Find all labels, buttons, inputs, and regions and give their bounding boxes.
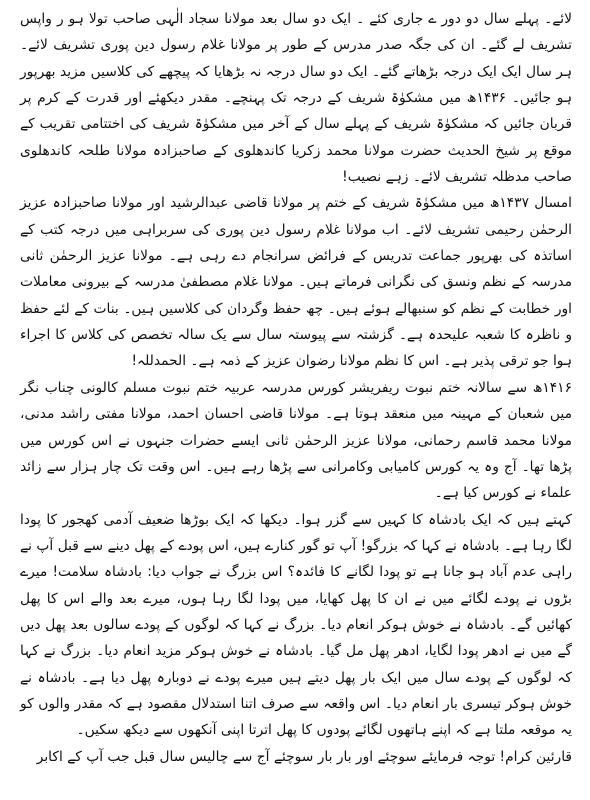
paragraph-this-year: امسال ۱۴۳۷ھ میں مشکوٰۃ شریف کے ختم پر مولانا قاضی عبدالرشید اور مولانا صاحبزادہ عزیز الرحمٰن رحیمی تشریف لائے۔ اب مولانا غلام رسول دین پوری کی سربراہی میں درجہ کتب کے اساتذہ کی بھرپور جماعت تدریس کے فرائض سرانجام دے رہی ہے۔ مولانا عزیز الرحمٰن ثانی مدرسہ کے نظم ونسق کی نگرانی فرماتے ہیں۔ مولانا غلام مصطفیٰ مدرسہ کے بیرونی معاملات اور خطابت کے نظم کو سنبھالے ہوئے ہیں۔ چھ حفظ وگردان کی کلاسیں ہیں۔ بنات کے لئے حفظ و ناظرہ کا شعبہ علیحدہ ہے۔ گزشتہ سے پیوستہ سال سے یک سالہ تخصص کی کلاس کا اجراء ہوا جو ترقی پذیر ہے۔ اس کا نظم مولانا رضوان عزیز کے ذمہ ہے۔ الحمدللہ!: [20, 195, 572, 370]
paragraph-madrasa-history: لائے۔ پہلے سال دو دور ے جاری کئے ۔ ایک دو سال بعد مولانا سجاد الٰہی صاحب تولا ہو ر واپس تشریف لے گئے۔ ان کی جگہ صدر مدرس کے طور پر مولانا غلام رسول دین پوری تشریف لائے۔ ہر سال ایک ایک درجہ بڑھاتے گئے۔ ایک دو سال درجہ نہ بڑھایا کہ پیچھے کی کلاسیں مزید بھرپور ہو جائیں۔ ۱۴۳۶ھ میں مشکوٰۃ شریف کے درجہ تک پہنچے۔ مقدر دیکھئے اور قدرت کے کرم پر قربان جائیں کہ مشکوٰۃ شریف کے پہلے سال کے آخر میں مشکوٰۃ شریف کی اختتامی تقریب کے موقع پر شیخ الحدیث حضرت مولانا محمد زکریا کاندھلوی کے صاحبزادہ مولانا طلحہ کاندھلوی صاحب مدظلہ تشریف لائے۔ زہے نصیب!: [20, 11, 572, 186]
paragraph-king-story: کہتے ہیں کہ ایک بادشاہ کا کہیں سے گزر ہوا۔ دیکھا کہ ایک بوڑھا ضعیف آدمی کھجور کا پودا لگا رہا ہے۔ بادشاہ نے کہا کہ بزرگو! آپ تو گور کنارے ہیں، اس پودے کے پھل دینے سے قبل آپ نے راہی عدم آباد ہو جانا ہے تو پودا لگانے کا فائدہ؟ اس بزرگ نے جواب دیا: بادشاہ سلامت! میرے بڑوں نے پودے لگائے میں نے ان کا پھل کھایا، میں پودا لگا رہا ہوں، میرے بعد والے اس کا پھل کھائیں گے۔ بادشاہ نے خوش ہوکر انعام دیا۔ بزرگ نے کہا کہ لوگوں کے پودے سالوں بعد پھل دیں گے میں نے ادھر پودا لگایا، ادھر پھل مل گیا۔ بادشاہ نے خوش ہوکر مزید انعام دیا۔ بزرگ نے کہا کہ لوگوں کے پودے سال میں ایک بار پھل دیتے ہیں میرے پودے نے دوبارہ پھل دیا ہے۔ بادشاہ نے خوش ہوکر تیسری بار انعام دیا۔ اس واقعہ سے صرف اتنا استدلال مقصود ہے کہ مقدر والوں کو یہ موقعہ ملتا ہے کہ اپنے ہاتھوں لگائے پودوں کا پھل اترتا اپنی آنکھوں سے دیکھ سکیں۔: [20, 511, 572, 739]
paragraph-refresher-course: ۱۴۱۶ھ سے سالانہ ختم نبوت ریفریشر کورس مدرسہ عربیہ ختم نبوت مسلم کالونی چناب نگر میں شعبان کے مہینہ میں منعقد ہوتا ہے۔ مولانا قاضی احسان احمد، مولانا مفتی راشد مدنی، مولانا محمد قاسم رحمانی، مولانا عزیز الرحمٰن ثانی ایسے حضرات جنہوں نے اس کورس میں پڑھا تھا۔ آج وہ یہ کورس کامیابی وکامرانی سے پڑھا رہے ہیں۔ اس وقت تک چار ہزار سے زائد علماء نے کورس کیا ہے۔: [20, 379, 572, 502]
paragraph-readers-address: قارئین کرام! توجہ فرمایئے سوچئے اور بار بار سوچئے آج سے چالیس سال قبل جب آپ کے اکابر: [36, 748, 572, 765]
urdu-text-page: [20, 6, 572, 796]
